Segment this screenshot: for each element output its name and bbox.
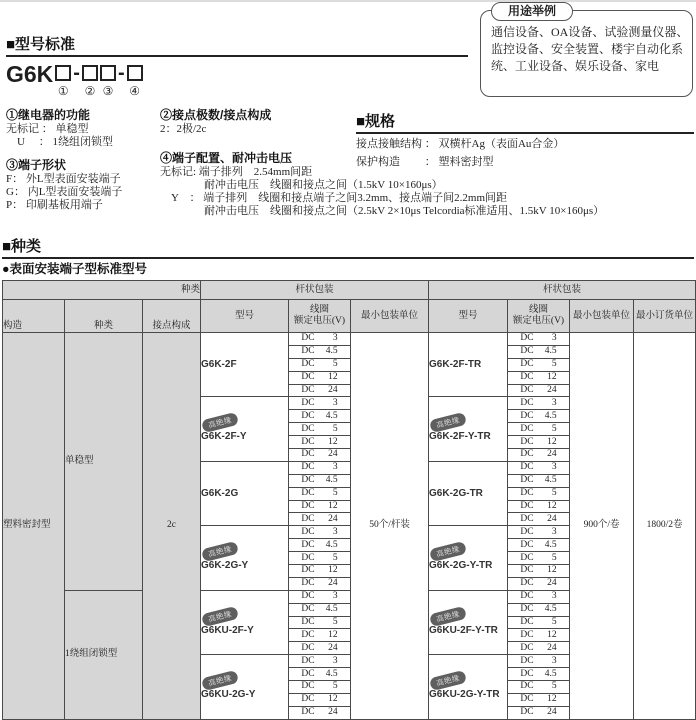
dc-label: DC <box>520 423 534 434</box>
high-insulation-badge: 高绝缘 <box>429 670 467 691</box>
high-insulation-badge: 高绝缘 <box>429 412 467 433</box>
dc-label: DC <box>301 501 315 512</box>
voltage-value: 5 <box>551 552 557 563</box>
coil-voltage-cell <box>508 358 570 371</box>
coil-voltage-cell <box>508 577 570 590</box>
voltage-value: 24 <box>328 642 338 653</box>
coil-voltage-cell <box>289 333 351 346</box>
coil-voltage-cell <box>289 449 351 462</box>
coil-voltage-cell <box>289 371 351 384</box>
spec-title: ■规格 <box>356 113 694 134</box>
voltage-value: 5 <box>551 359 557 370</box>
voltage-value: 12 <box>328 629 338 640</box>
header-model-left: 型号 <box>201 300 289 333</box>
voltage-value: 12 <box>328 436 338 447</box>
coil-voltage-cell <box>508 487 570 500</box>
voltage-value: 12 <box>328 501 338 512</box>
model-code-box2 <box>82 62 98 99</box>
dc-label: DC <box>520 629 534 640</box>
model-standard-title: ■型号标准 <box>6 36 468 57</box>
dc-label: DC <box>520 462 534 473</box>
types-title: ■种类 <box>2 238 694 259</box>
coil-voltage-cell <box>508 384 570 397</box>
dc-label: DC <box>301 423 315 434</box>
dc-label: DC <box>520 668 534 679</box>
coil-voltage-cell <box>289 706 351 719</box>
voltage-value: 24 <box>328 578 338 589</box>
model-cell-tape <box>429 333 508 397</box>
voltage-value: 4.5 <box>544 410 557 421</box>
coil-voltage-cell <box>508 629 570 642</box>
model-label: G6KU-2F-Y-TR <box>429 624 498 636</box>
coil-voltage-cell <box>508 655 570 668</box>
usage-example-box <box>480 4 693 97</box>
dc-label: DC <box>301 488 315 499</box>
voltage-value: 12 <box>547 372 557 383</box>
coil-voltage-cell <box>289 513 351 526</box>
dc-label: DC <box>301 629 315 640</box>
voltage-value: 4.5 <box>325 410 338 421</box>
model-cell-stick <box>201 397 289 461</box>
types-table-header <box>3 281 696 333</box>
coil-voltage-cell <box>508 449 570 462</box>
coil-voltage-cell <box>508 513 570 526</box>
min-order-cell: 1800/2卷 <box>634 333 696 720</box>
dc-label: DC <box>520 359 534 370</box>
types-section <box>2 238 694 720</box>
coil-voltage-cell <box>289 693 351 706</box>
dc-label: DC <box>520 565 534 576</box>
legend-contact-poles: ②接点极数/接点构成 2：2极/2c <box>160 108 272 135</box>
coil-voltage-cell <box>289 526 351 539</box>
coil-voltage-cell <box>289 397 351 410</box>
voltage-value: 24 <box>547 642 557 653</box>
model-label: G6K-2G-TR <box>429 488 483 500</box>
dc-label: DC <box>520 526 534 537</box>
type-cell: 1绕组闭锁型 <box>65 590 143 719</box>
dc-label: DC <box>520 591 534 602</box>
coil-voltage-cell <box>289 461 351 474</box>
types-subtitle: ●表面安装端子型标准型号 <box>2 262 148 276</box>
coil-voltage-cell <box>508 616 570 629</box>
dc-label: DC <box>301 397 315 408</box>
voltage-value: 12 <box>328 565 338 576</box>
voltage-value: 5 <box>332 423 338 434</box>
model-cell-tape <box>429 655 508 719</box>
model-code-dash1: - <box>73 62 80 84</box>
voltage-value: 3 <box>332 655 338 666</box>
voltage-value: 3 <box>551 591 557 602</box>
coil-voltage-cell <box>289 629 351 642</box>
voltage-value: 24 <box>547 707 557 718</box>
coil-voltage-cell <box>289 552 351 565</box>
dc-label: DC <box>520 397 534 408</box>
coil-voltage-cell <box>508 681 570 694</box>
dc-label: DC <box>301 539 315 550</box>
dc-label: DC <box>301 410 315 421</box>
voltage-value: 4.5 <box>325 475 338 486</box>
coil-voltage-cell <box>508 423 570 436</box>
voltage-value: 4.5 <box>544 604 557 615</box>
coil-voltage-cell <box>289 681 351 694</box>
type-cell: 单稳型 <box>65 333 143 591</box>
voltage-value: 24 <box>547 449 557 460</box>
placeholder-box-icon <box>100 65 116 81</box>
dc-label: DC <box>520 617 534 628</box>
header-model-right: 型号 <box>429 300 508 333</box>
dc-label: DC <box>301 475 315 486</box>
dc-label: DC <box>301 681 315 692</box>
dc-label: DC <box>301 617 315 628</box>
dc-label: DC <box>520 410 534 421</box>
model-label: G6K-2G-Y-TR <box>429 560 493 572</box>
dc-label: DC <box>301 552 315 563</box>
coil-voltage-cell <box>289 474 351 487</box>
voltage-value: 12 <box>547 436 557 447</box>
header-min-pack-left: 最小包装单位 <box>351 300 429 333</box>
dc-label: DC <box>301 449 315 460</box>
coil-voltage-cell <box>289 345 351 358</box>
usage-example-tab: 用途举例 <box>491 2 573 21</box>
coil-voltage-cell <box>289 436 351 449</box>
dc-label: DC <box>301 578 315 589</box>
coil-voltage-cell <box>508 565 570 578</box>
dc-label: DC <box>520 604 534 615</box>
coil-voltage-cell <box>508 668 570 681</box>
contact-config-cell: 2c <box>143 333 201 720</box>
model-code-dash2: - <box>117 62 125 84</box>
header-coil-right: 线圈 额定电压(V) <box>508 300 570 333</box>
model-code-box1 <box>55 62 71 99</box>
model-label: G6KU-2F-Y <box>201 624 254 636</box>
min-pack-right-cell: 900个/卷 <box>570 333 634 720</box>
coil-voltage-cell <box>289 668 351 681</box>
voltage-value: 24 <box>547 513 557 524</box>
dc-label: DC <box>301 591 315 602</box>
voltage-value: 24 <box>547 578 557 589</box>
coil-voltage-cell <box>508 397 570 410</box>
high-insulation-badge: 高绝缘 <box>429 605 467 626</box>
dc-label: DC <box>520 449 534 460</box>
header-min-order: 最小订货单位 <box>634 300 696 333</box>
dc-label: DC <box>520 642 534 653</box>
dc-label: DC <box>520 475 534 486</box>
header-pack-left: 杆状包装 <box>201 281 429 300</box>
voltage-value: 24 <box>328 707 338 718</box>
spec-contact-structure: 接点接触结构 ： 双横杆Ag（表面Au合金） <box>356 138 565 150</box>
model-cell-stick <box>201 655 289 719</box>
dc-label: DC <box>520 681 534 692</box>
coil-voltage-cell <box>508 706 570 719</box>
legend-relay-function: ①继电器的功能 无标记 ： 单稳型 U ： 1绕组闭锁型 <box>6 108 113 148</box>
min-pack-left-cell: 50个/杆装 <box>351 333 429 720</box>
voltage-value: 4.5 <box>544 346 557 357</box>
dc-label: DC <box>520 694 534 705</box>
voltage-value: 5 <box>332 617 338 628</box>
model-label: G6K-2F-Y <box>201 431 247 443</box>
coil-voltage-cell <box>508 603 570 616</box>
model-cell-tape <box>429 526 508 590</box>
voltage-value: 5 <box>551 617 557 628</box>
model-cell-tape <box>429 397 508 461</box>
voltage-value: 24 <box>328 513 338 524</box>
dc-label: DC <box>520 488 534 499</box>
coil-voltage-cell <box>289 642 351 655</box>
coil-voltage-cell <box>289 487 351 500</box>
model-label: G6K-2G-Y <box>201 560 249 572</box>
coil-voltage-cell <box>289 616 351 629</box>
dc-label: DC <box>301 694 315 705</box>
voltage-value: 3 <box>332 526 338 537</box>
digit-3: ③ <box>102 84 114 98</box>
coil-voltage-cell <box>508 436 570 449</box>
voltage-value: 12 <box>547 565 557 576</box>
high-insulation-badge: 高绝缘 <box>201 670 239 691</box>
voltage-value: 3 <box>551 462 557 473</box>
voltage-value: 12 <box>328 694 338 705</box>
dc-label: DC <box>520 385 534 395</box>
coil-voltage-cell <box>508 500 570 513</box>
voltage-row <box>3 333 696 346</box>
voltage-value: 5 <box>332 681 338 692</box>
coil-voltage-cell <box>508 693 570 706</box>
header-contact: 接点构成 <box>143 300 201 333</box>
coil-voltage-cell <box>289 565 351 578</box>
legend-terminal-shape: ③端子形状 F： 外L型表面安装端子 G： 内L型表面安装端子 P： 印刷基板用端子 <box>6 158 123 211</box>
digit-4: ④ <box>129 84 141 98</box>
coil-voltage-cell <box>508 642 570 655</box>
coil-voltage-cell <box>508 410 570 423</box>
voltage-value: 5 <box>332 359 338 370</box>
dc-label: DC <box>301 333 315 344</box>
model-cell-stick <box>201 461 289 525</box>
dc-label: DC <box>520 372 534 383</box>
header-construction: 构造 <box>3 300 65 333</box>
dc-label: DC <box>520 436 534 447</box>
voltage-value: 4.5 <box>325 346 338 357</box>
voltage-value: 3 <box>551 526 557 537</box>
voltage-value: 4.5 <box>544 539 557 550</box>
spec-section <box>356 113 694 170</box>
dc-label: DC <box>301 436 315 447</box>
model-cell-stick <box>201 526 289 590</box>
dc-label: DC <box>301 359 315 370</box>
placeholder-box-icon <box>127 65 143 81</box>
placeholder-box-icon <box>82 65 98 81</box>
voltage-value: 24 <box>547 385 557 395</box>
dc-label: DC <box>301 513 315 524</box>
voltage-value: 24 <box>328 449 338 460</box>
dc-label: DC <box>520 501 534 512</box>
dc-label: DC <box>520 552 534 563</box>
dc-label: DC <box>301 462 315 473</box>
spec-protection: 保护构造 ： 塑料密封型 <box>356 156 494 168</box>
voltage-value: 5 <box>551 681 557 692</box>
model-cell-tape <box>429 590 508 654</box>
model-label: G6K-2F-Y-TR <box>429 431 491 443</box>
voltage-value: 3 <box>332 397 338 408</box>
voltage-value: 4.5 <box>325 668 338 679</box>
model-label: G6K-2G <box>201 488 239 500</box>
model-label: G6KU-2G-Y <box>201 688 256 700</box>
coil-voltage-cell <box>508 461 570 474</box>
types-table-body <box>3 333 696 720</box>
voltage-value: 3 <box>551 655 557 666</box>
high-insulation-badge: 高绝缘 <box>201 412 239 433</box>
dc-label: DC <box>301 565 315 576</box>
dc-label: DC <box>301 668 315 679</box>
voltage-value: 3 <box>332 333 338 344</box>
voltage-value: 4.5 <box>325 539 338 550</box>
voltage-value: 3 <box>332 462 338 473</box>
header-type: 种类 <box>65 300 143 333</box>
coil-voltage-cell <box>289 500 351 513</box>
voltage-value: 3 <box>551 333 557 344</box>
coil-voltage-cell <box>508 552 570 565</box>
dc-label: DC <box>301 526 315 537</box>
coil-voltage-cell <box>508 333 570 346</box>
model-label: G6K-2F <box>201 359 237 371</box>
model-label: G6K-2F-TR <box>429 359 482 371</box>
header-pack-right: 杆状包装 <box>429 281 696 300</box>
high-insulation-badge: 高绝缘 <box>201 605 239 626</box>
dc-label: DC <box>520 333 534 344</box>
dc-label: DC <box>301 372 315 383</box>
voltage-value: 12 <box>547 694 557 705</box>
header-coil-left: 线圈 额定电压(V) <box>289 300 351 333</box>
voltage-value: 4.5 <box>544 475 557 486</box>
digit-2: ② <box>84 84 96 98</box>
dc-label: DC <box>520 539 534 550</box>
coil-voltage-cell <box>508 526 570 539</box>
coil-voltage-cell <box>508 345 570 358</box>
dc-label: DC <box>520 578 534 589</box>
high-insulation-badge: 高绝缘 <box>429 541 467 562</box>
voltage-value: 3 <box>551 397 557 408</box>
coil-voltage-cell <box>289 358 351 371</box>
voltage-value: 3 <box>332 591 338 602</box>
dc-label: DC <box>301 655 315 666</box>
voltage-value: 12 <box>547 629 557 640</box>
dc-label: DC <box>520 513 534 524</box>
model-code-box4 <box>127 62 143 99</box>
usage-example-text: 通信设备、OA设备、试验测量仪器、 监控设备、安全装置、楼宇自动化系 统、工业设备、娱乐设备、家电 <box>491 25 689 73</box>
dc-label: DC <box>301 604 315 615</box>
coil-voltage-cell <box>289 423 351 436</box>
dc-label: DC <box>301 346 315 357</box>
dc-label: DC <box>520 707 534 718</box>
coil-voltage-cell <box>508 371 570 384</box>
model-cell-stick <box>201 590 289 654</box>
legend-left-column <box>6 108 160 227</box>
dc-label: DC <box>520 346 534 357</box>
voltage-value: 5 <box>332 552 338 563</box>
coil-voltage-cell <box>289 590 351 603</box>
dc-label: DC <box>301 385 315 395</box>
construction-cell: 塑料密封型 <box>3 333 65 720</box>
coil-voltage-cell <box>289 603 351 616</box>
voltage-value: 4.5 <box>544 668 557 679</box>
coil-voltage-cell <box>289 577 351 590</box>
dc-label: DC <box>301 707 315 718</box>
model-code-box3 <box>100 62 116 99</box>
legend-terminal-config: ④端子配置、耐冲击电压 无标记: 端子排列 2.54mm间距 耐冲击电压 线圈和接点之间（1.5kV 10×160μs） Y ： 端子排列 线圈和接点端子之间3.2mm、接点端子间2.2mm间距 耐冲击电压 线圈和接点之间（2.5kV 2×10μs Telcordia标准适用、1.5kV 10×160μs） <box>160 151 605 217</box>
voltage-value: 12 <box>328 372 338 383</box>
voltage-value: 4.5 <box>325 604 338 615</box>
digit-1: ① <box>57 84 69 98</box>
coil-voltage-cell <box>289 384 351 397</box>
voltage-value: 5 <box>551 488 557 499</box>
coil-voltage-cell <box>508 539 570 552</box>
model-code-prefix: G6K <box>6 61 54 87</box>
voltage-value: 5 <box>332 488 338 499</box>
coil-voltage-cell <box>508 590 570 603</box>
coil-voltage-cell <box>289 410 351 423</box>
high-insulation-badge: 高绝缘 <box>201 541 239 562</box>
placeholder-box-icon <box>55 65 71 81</box>
coil-voltage-cell <box>508 474 570 487</box>
voltage-value: 12 <box>547 501 557 512</box>
model-cell-stick <box>201 333 289 397</box>
voltage-value: 24 <box>328 385 338 395</box>
model-label: G6KU-2G-Y-TR <box>429 688 500 700</box>
header-kind: 种类 <box>3 281 201 300</box>
coil-voltage-cell <box>289 655 351 668</box>
model-cell-tape <box>429 461 508 525</box>
header-min-pack-right: 最小包装单位 <box>570 300 634 333</box>
coil-voltage-cell <box>289 539 351 552</box>
voltage-value: 5 <box>551 423 557 434</box>
dc-label: DC <box>301 642 315 653</box>
types-table <box>2 280 696 720</box>
dc-label: DC <box>520 655 534 666</box>
